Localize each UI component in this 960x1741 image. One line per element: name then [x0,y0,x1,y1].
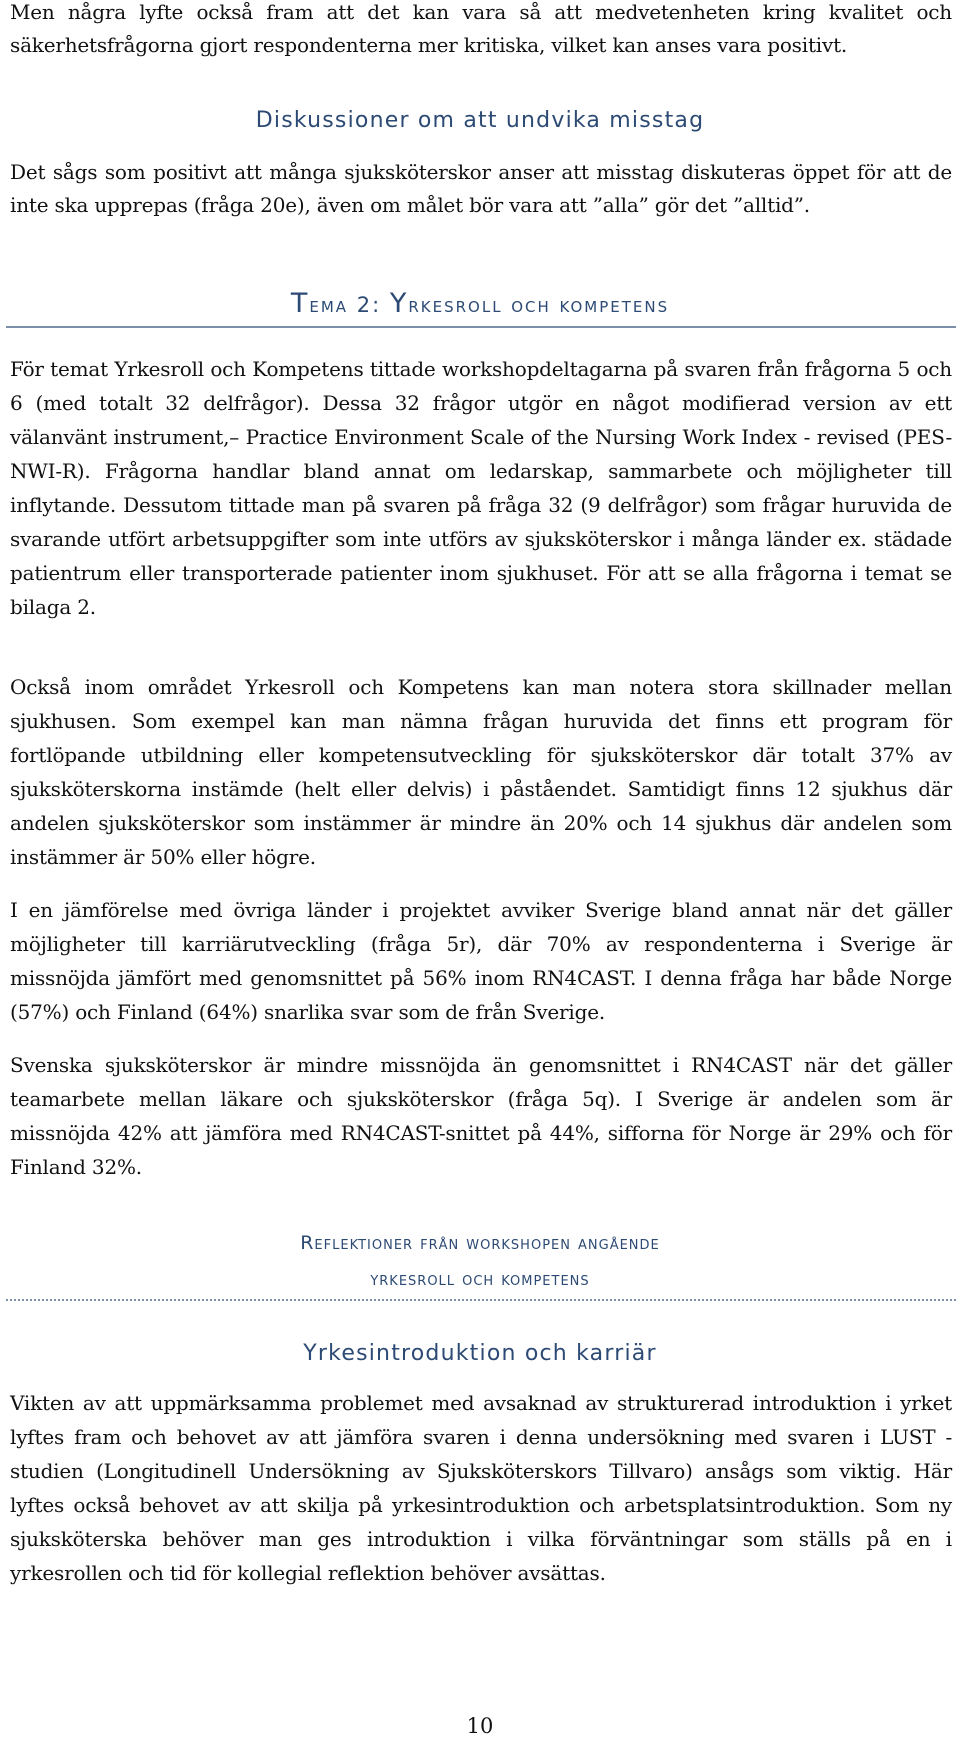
page-number: 10 [466,1714,494,1738]
reflektioner-heading-line-2: yrkesroll och kompetens [370,1268,590,1290]
tema2-heading [0,288,960,319]
yrkesintroduktion-heading: Yrkesintroduktion och karriär [303,1341,657,1366]
misstag-heading: Diskussioner om att undvika misstag [255,108,705,133]
intro-paragraph: Men några lyfte också fram att det kan vara så att medvetenheten kring kvalitet och säkerhetsfrågorna gjort respondenterna mer kritiska, vilket kan anses vara positivt. [10,0,952,57]
yrkesintroduktion-paragraph: Vikten av att uppmärksamma problemet med avsaknad av strukturerad introduktion i yrket lyftes fram och behovet av att jämföra svaren i denna undersökning med svaren i LUST - studien (Longitudinell Undersökning av Sjuksköterskors Tillvaro) ansågs som viktig. Här lyftes också behovet av att skilja på yrkesintroduktion och arbetsplatsintroduktion. Som ny sjuksköterska behöver man ges introduktion i vilka förväntningar som ställs på en i yrkesrollen och tid för kollegial reflektion behöver avsättas. [10,1391,952,1585]
tema2-heading-rule [6,326,956,328]
tema2-paragraph-4: Svenska sjuksköterskor är mindre missnöjda än genomsnittet i RN4CAST när det gäller teamarbete mellan läkare och sjuksköterskor (fråga 5q). I Sverige är andelen som är missnöjda 42% att jämföra med RN4CAST-snittet på 44%, sifforna för Norge är 29% och för Finland 32%. [10,1053,952,1179]
reflektioner-heading-rule [6,1299,956,1301]
reflektioner-heading-line-1: Reflektioner från workshopen angående [300,1232,660,1254]
tema2-heading-part-1: ema 2: [309,293,390,317]
tema2-heading-part-2: rkesroll och kompetens [408,293,670,317]
tema2-paragraph-1: För temat Yrkesroll och Kompetens tittade workshopdeltagarna på svaren från frågorna 5 och 6 (med totalt 32 delfrågor). Dessa 32 frågor utgör en något modifierad version av ett välanvänt instrument,– Practice Environment Scale of the Nursing Work Index - revised (PES-NWI-R). Frågorna handlar bland annat om ledarskap, sammarbete och möjligheter till inflytande. Dessutom tittade man på svaren på fråga 32 (9 delfrågor) som frågar huruvida de svarande utfört arbetsuppgifter som inte utförs av sjuksköterskor i många länder ex. städade patientrum eller transporterade patienter inom sjukhuset. För att se alla frågorna i temat se bilaga 2. [10,357,952,619]
misstag-paragraph: Det sågs som positivt att många sjuksköterskor anser att misstag diskuteras öppet för att de inte ska upprepas (fråga 20e), även om målet bör vara att ”alla” gör det ”alltid”. [10,160,952,217]
tema2-heading-initial-2: Y [389,288,409,319]
tema2-paragraph-3: I en jämförelse med övriga länder i projektet avviker Sverige bland annat när det gäller möjligheter till karriärutveckling (fråga 5r), där 70% av respondenterna i Sverige är missnöjda jämfört med genomsnittet på 56% inom RN4CAST. I denna fråga har både Norge (57%) och Finland (64%) snarlika svar som de från Sverige. [10,898,952,1024]
tema2-heading-initial-1: T [290,288,310,319]
tema2-paragraph-2: Också inom området Yrkesroll och Kompetens kan man notera stora skillnader mellan sjukhusen. Som exempel kan man nämna frågan huruvida det finns ett program för fortlöpande utbildning eller kompetensutveckling för sjuksköterskor där totalt 37% av sjuksköterskorna instämde (helt eller delvis) i påståendet. Samtidigt finns 12 sjukhus där andelen sjuksköterskor som instämmer är mindre än 20% och 14 sjukhus där andelen som instämmer är 50% eller högre. [10,675,952,869]
